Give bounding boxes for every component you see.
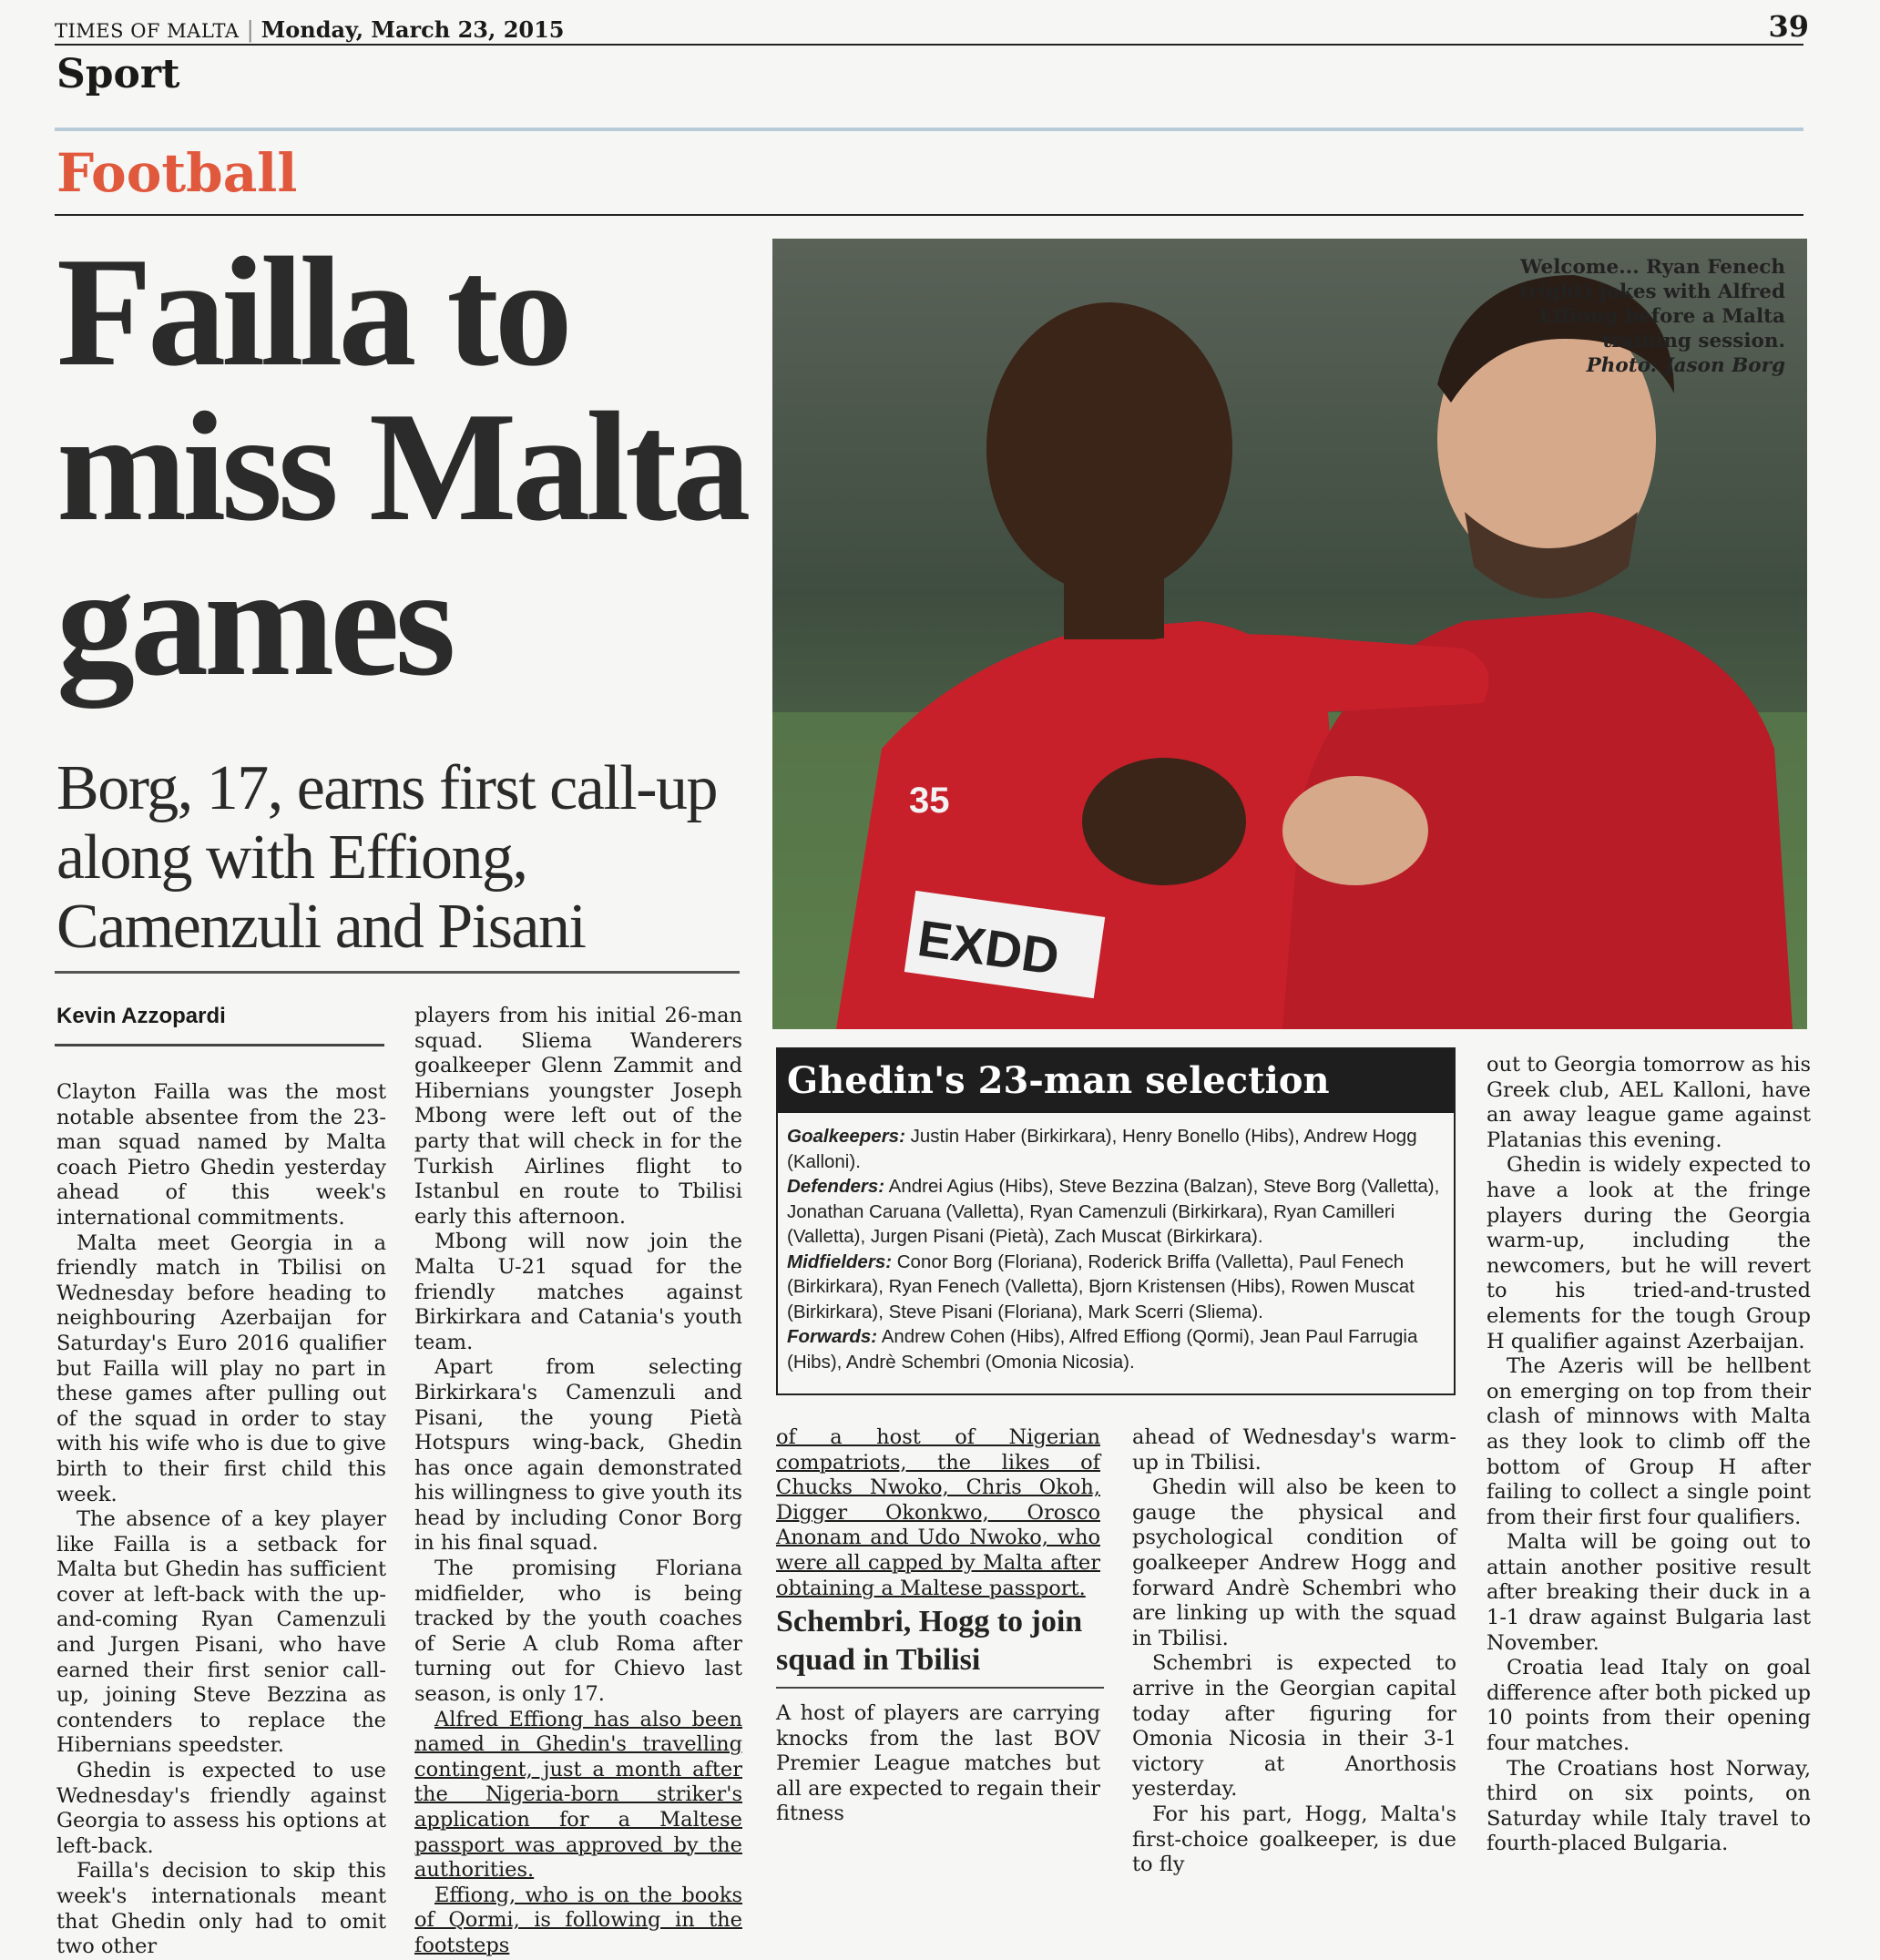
- paragraph: Mbong will now join the Malta U-21 squad for the friendly matches against Birkirkara and Catania's youth team.: [414, 1230, 742, 1354]
- paragraph: The Azeris will be hellbent on emerging on top from their clash of minnows with Malta as they look to climb off the bottom of Group H after failing to collect a single point from their first four qualifiers.: [1487, 1354, 1811, 1529]
- squad-group-goalkeepers: Goalkeepers: Justin Haber (Birkirkara), Henry Bonello (Hibs), Andrew Hogg (Kalloni).: [787, 1126, 1417, 1172]
- squad-group-forwards: Forwards: Andrew Cohen (Hibs), Alfred Effiong (Qormi), Jean Paul Farrugia (Hibs), Andrè Schembri (Omonia Nicosia).: [787, 1326, 1418, 1373]
- crosshead: Schembri, Hogg to join squad in Tbilisi: [776, 1605, 1083, 1677]
- paragraph: Malta meet Georgia in a friendly match in Tbilisi on Wednesday before heading to neighbouring Azerbaijan for Saturday's Euro 2016 qualifier but Failla will play no part in these games after pulling out of the squad in order to stay with his wife who is due to give birth to their first child this week.: [56, 1230, 386, 1506]
- shirt-sponsor: EXDD: [914, 909, 1063, 986]
- paragraph: Ghedin is widely expected to have a look at the fringe players during the Georgia warm-up, including the newcomers, but he will revert to his tried-and-trusted elements for the tough Group H qualifier against Azerbaijan.: [1487, 1153, 1811, 1353]
- masthead: TIMES OF MALTA | Monday, March 23, 2015: [55, 16, 565, 43]
- photo-credit: Photo: Jason Borg: [1586, 354, 1785, 377]
- article-column-5: [1487, 1053, 1811, 1857]
- paragraph-underlined: Alfred Effiong has also been named in Ghedin's travelling contingent, just a month after the Nigeria-born striker's application for a Maltese passport was approved by the authorities.: [414, 1707, 742, 1883]
- paragraph-underlined: Effiong, who is on the books of Qormi, is following in the footsteps: [414, 1883, 742, 1957]
- paragraph: Croatia lead Italy on goal difference after both picked up 10 points from their opening four matches.: [1487, 1656, 1811, 1756]
- paragraph: Malta will be going out to attain another positive result after breaking their duck in a 1-1 draw against Bulgaria last November.: [1487, 1530, 1811, 1655]
- caption-text: Welcome... Ryan Fenech (right) jokes with Alfred Effiong before a Malta training session.: [1518, 256, 1785, 352]
- publication-name: TIMES OF MALTA: [55, 20, 240, 42]
- paragraph: The absence of a key player like Failla is a setback for Malta but Ghedin has sufficient cover at left-back with the up-and-coming Ryan Camenzuli and Jurgen Pisani, who have earned their first senior call-up, joining Steve Bezzina as contenders to replace the Hibernians speedster.: [56, 1507, 386, 1758]
- paragraph: Failla's decision to skip this week's internationals meant that Ghedin only had to omit two other: [56, 1859, 386, 1959]
- squad-box-title: Ghedin's 23-man selection: [778, 1049, 1454, 1113]
- paragraph: players from his initial 26-man squad. Sliema Wanderers goalkeeper Glenn Zammit and Hibernians youngster Joseph Mbong were left out of the party that will check in for the Turkish Airlines flight to Istanbul en route to Tbilisi early this afternoon.: [414, 1004, 742, 1229]
- paragraph: The Croatians host Norway, third on six points, on Saturday while Italy travel to fourth-placed Bulgaria.: [1487, 1756, 1811, 1856]
- kicker-rule: [55, 214, 1803, 216]
- squad-box: [776, 1047, 1456, 1395]
- article-column-3-top: [776, 1425, 1100, 1601]
- article-column-2: [414, 1004, 742, 1959]
- paragraph: Schembri is expected to arrive in the Georgian capital today after figuring for Omonia Nicosia in their 3-1 victory at Anorthosis yesterday.: [1132, 1651, 1456, 1802]
- byline: Kevin Azzopardi: [56, 1004, 226, 1028]
- subheadline-rule: [55, 971, 740, 974]
- section-rule: [55, 128, 1803, 131]
- article-column-3-bottom: [776, 1701, 1100, 1827]
- paragraph: Clayton Failla was the most notable absentee from the 23-man squad named by Malta coach Pietro Ghedin yesterday ahead of this week's international commitments.: [56, 1080, 386, 1230]
- paragraph: Ghedin will also be keen to gauge the physical and psychological condition of goalkeeper Andrew Hogg and forward Andrè Schembri who are linking up with the squad in Tbilisi.: [1132, 1475, 1456, 1650]
- squad-group-midfielders: Midfielders: Conor Borg (Floriana), Roderick Briffa (Valletta), Paul Fenech (Birkirkara), Ryan Fenech (Valletta), Bjorn Kristensen (Hibs), Rowen Muscat (Birkirkara), Steve Pisani (Floriana), Mark Scerri (Sliema).: [787, 1251, 1415, 1322]
- photo-caption: [1457, 255, 1785, 378]
- kicker-label: Football: [56, 142, 298, 204]
- paragraph: A host of players are carrying knocks from the last BOV Premier League matches but all are expected to regain their fitness: [776, 1701, 1100, 1826]
- byline-rule: [55, 1044, 384, 1046]
- subheadline: Borg, 17, earns first call-up along with Effiong, Camenzuli and Pisani: [56, 753, 718, 962]
- shirt-number: 35: [909, 781, 950, 821]
- page-number: 39: [1768, 9, 1809, 44]
- squad-group-defenders: Defenders: Andrei Agius (Hibs), Steve Bezzina (Balzan), Steve Borg (Valletta), Jonathan Caruana (Valletta), Ryan Camenzuli (Birkirkara), Ryan Camilleri (Valletta), Jurgen Pisani (Pietà), Zach Muscat (Birkirkara).: [787, 1176, 1440, 1247]
- crosshead-rule: [776, 1687, 1104, 1689]
- article-column-4: [1132, 1425, 1456, 1878]
- paragraph: For his part, Hogg, Malta's first-choice goalkeeper, is due to fly: [1132, 1802, 1456, 1877]
- paragraph: Ghedin is expected to use Wednesday's friendly against Georgia to assess his options at left-back.: [56, 1759, 386, 1858]
- paragraph-underlined: of a host of Nigerian compatriots, the likes of Chucks Nwoko, Chris Okoh, Digger Okonkwo, Orosco Anonam and Udo Nwoko, who were all capped by Malta after obtaining a Maltese passport.: [776, 1425, 1100, 1600]
- section-label: Sport: [56, 51, 180, 97]
- squad-list: [778, 1113, 1454, 1374]
- issue-date: Monday, March 23, 2015: [261, 16, 565, 43]
- paragraph: The promising Floriana midfielder, who is being tracked by the youth coaches of Serie A club Roma after turning out for Chievo last season, is only 17.: [414, 1557, 742, 1707]
- paragraph: out to Georgia tomorrow as his Greek club, AEL Kalloni, have an away league game against Platanias this evening.: [1487, 1053, 1812, 1152]
- masthead-rule: [55, 44, 1803, 46]
- headline: Failla to miss Malta games: [56, 226, 747, 709]
- paragraph: ahead of Wednesday's warm-up in Tbilisi.: [1132, 1425, 1456, 1475]
- paragraph: Apart from selecting Birkirkara's Camenzuli and Pisani, the young Pietà Hotspurs wing-back, Ghedin has once again demonstrated his willingness to give youth its head by including Conor Borg in his final squad.: [414, 1355, 742, 1556]
- article-column-1: [56, 1080, 386, 1960]
